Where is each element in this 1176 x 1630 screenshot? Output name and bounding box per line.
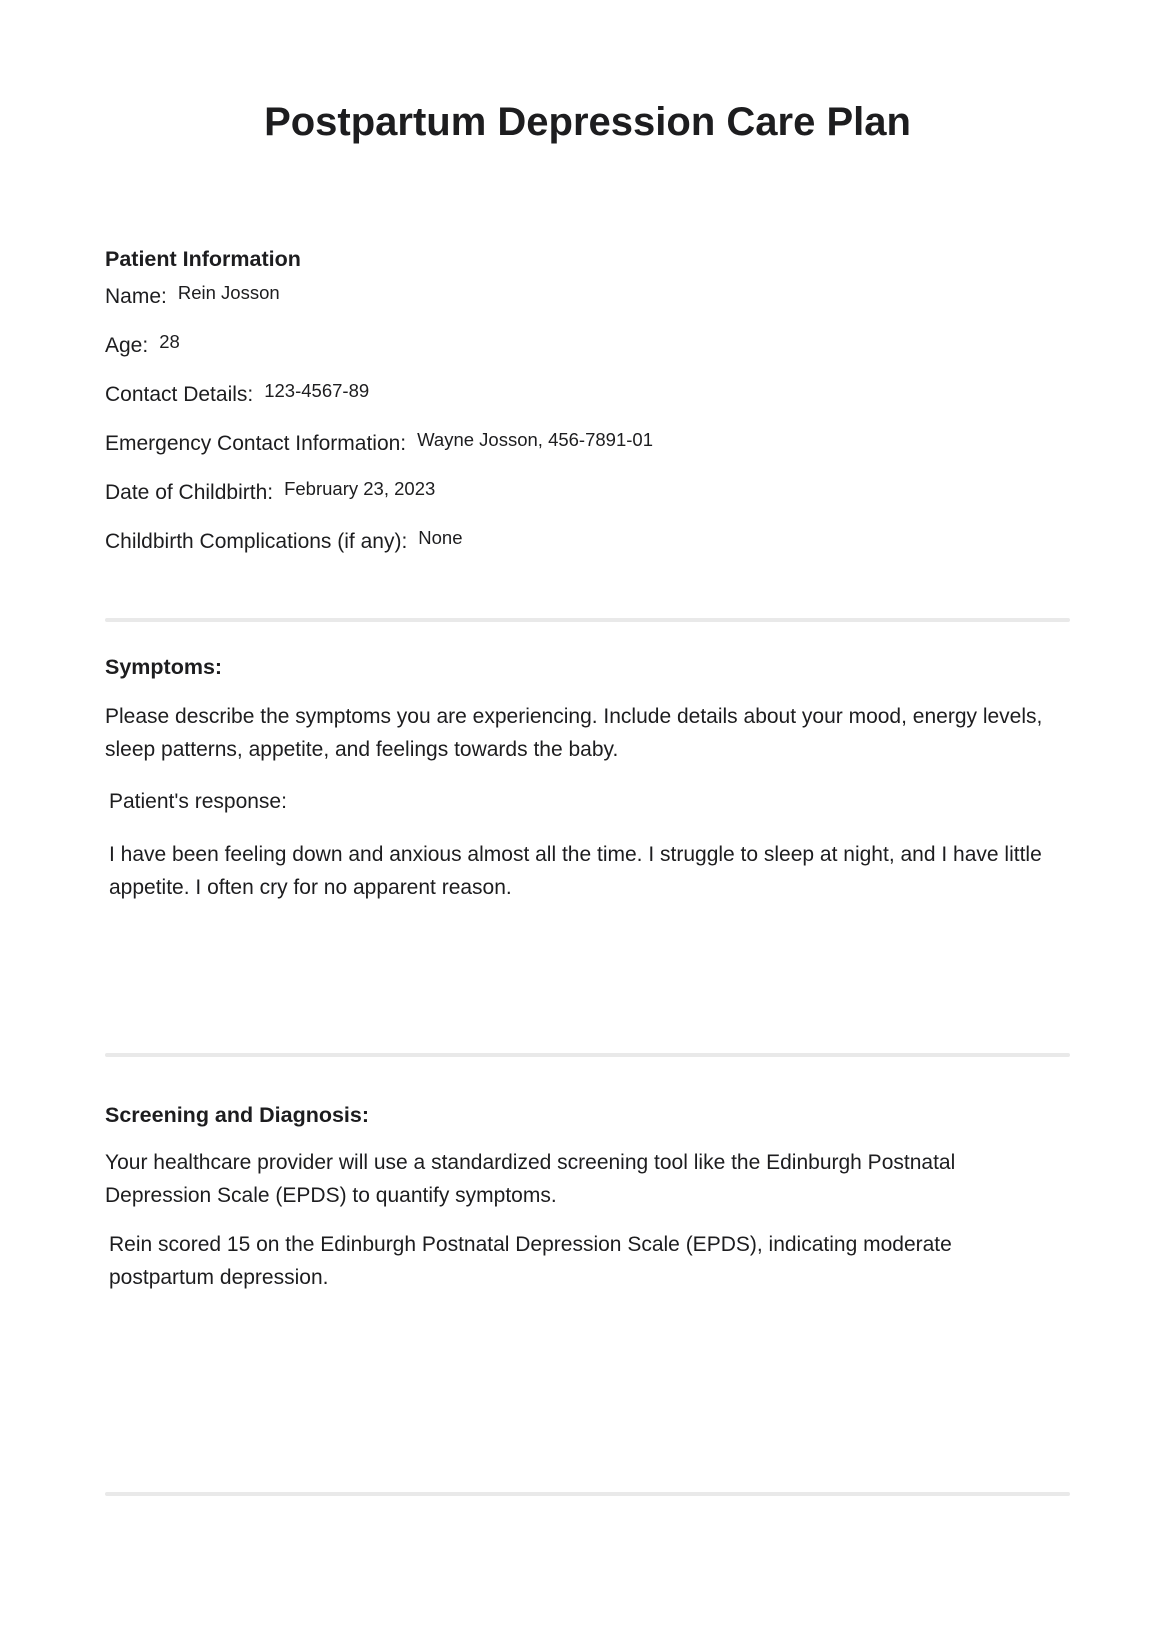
screening-and-diagnosis-section [105,1102,1070,1294]
patient-information-section [105,246,1070,555]
name-label: Name: [105,285,167,308]
contact-details-value: 123-4567-89 [264,380,370,401]
symptoms-section [105,654,1070,904]
field-row-age [105,333,1070,359]
age-value: 28 [159,331,180,352]
date-of-childbirth-label: Date of Childbirth: [105,481,274,504]
field-row-childbirth-complications [105,529,1070,555]
name-value: Rein Josson [177,282,280,303]
section-divider [105,1492,1070,1496]
age-label: Age: [105,334,149,357]
date-of-childbirth-value: February 23, 2023 [284,478,436,499]
section-divider [105,1053,1070,1057]
screening-result-text: Rein scored 15 on the Edinburgh Postnatal Depression Scale (EPDS), indicating moderate postpartum depression. [109,1233,952,1289]
childbirth-complications-value: None [418,527,463,548]
screening-description-text: Your healthcare provider will use a standardized screening tool like the Edinburgh Postnatal Depression Scale (EPDS) to quantify symptoms. [105,1151,956,1207]
field-row-contact-details [105,382,1070,408]
field-row-emergency-contact [105,431,1070,457]
document-title: Postpartum Depression Care Plan [264,100,911,144]
symptoms-prompt-text: Please describe the symptoms you are experiencing. Include details about your mood, energy levels, sleep patterns, appetite, and feelings towards the baby. [105,705,1043,761]
screening-and-diagnosis-heading: Screening and Diagnosis: [105,1103,370,1127]
childbirth-complications-label: Childbirth Complications (if any): [105,530,408,553]
field-row-date-of-childbirth [105,480,1070,506]
field-row-name [105,284,1070,310]
emergency-contact-label: Emergency Contact Information: [105,432,407,455]
section-divider [105,618,1070,622]
contact-details-label: Contact Details: [105,383,254,406]
patient-information-heading: Patient Information [105,247,301,271]
emergency-contact-value: Wayne Josson, 456-7891-01 [417,429,653,450]
patient-response-text: I have been feeling down and anxious almost all the time. I struggle to sleep at night, and I have little appetite. I often cry for no apparent reason. [109,843,1042,899]
symptoms-heading: Symptoms: [105,655,223,679]
patient-response-label: Patient's response: [109,790,287,813]
